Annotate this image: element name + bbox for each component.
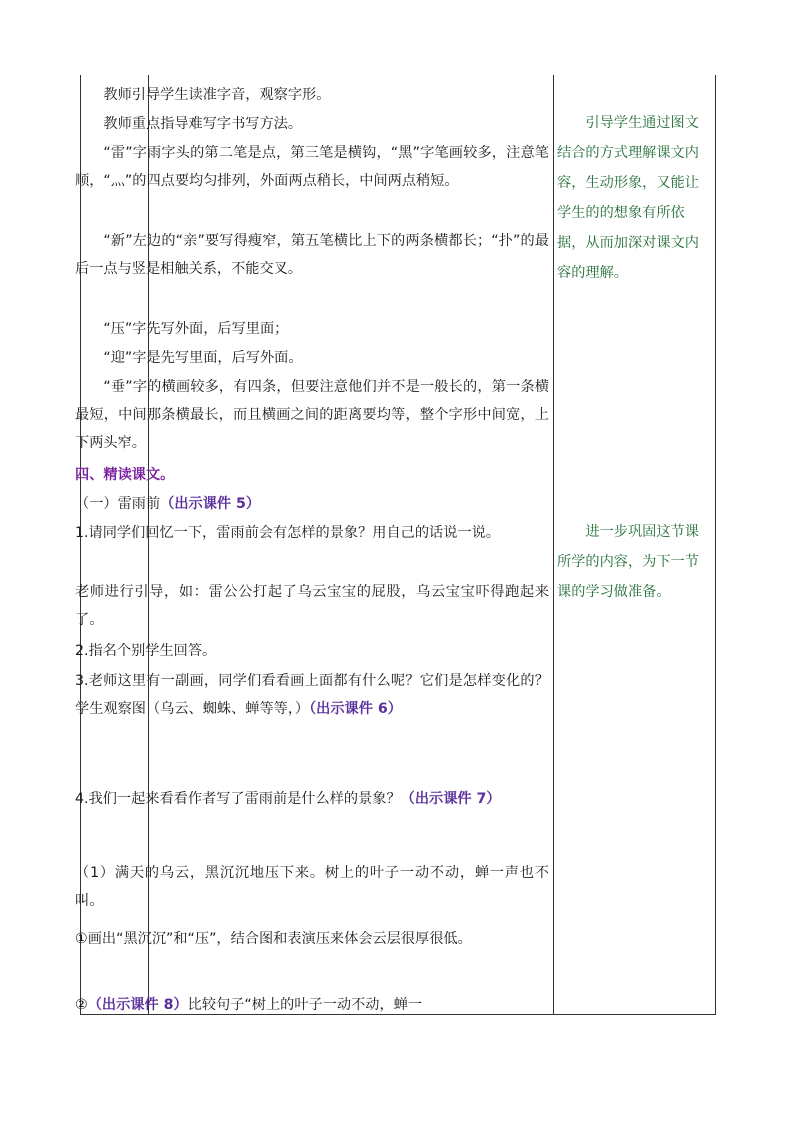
analysis-2-marker: ② — [75, 997, 88, 1013]
column-divider-right — [553, 75, 554, 1014]
analysis-1: ①画出“黑沉沉”和“压”，结合图和表演压来体会云层很厚很低。 — [75, 931, 472, 947]
question-3 — [75, 667, 549, 723]
text-chui: “垂”字的横画较多，有四条，但要注意他们并不是一般长的，第一条横最短，中间那条横最长，而且横画之间的距离要均等，整个字形中间宽，上下两头窄。 — [75, 379, 549, 451]
question-4-text: 4.我们一起来看看作者写了雷雨前是什么样的景象？ — [75, 791, 401, 807]
question-2: 2.指名个别学生回答。 — [75, 643, 217, 659]
question-1-guide: 老师进行引导，如：雷公公打起了乌云宝宝的屁股，乌云宝宝吓得跑起来了。 — [75, 584, 549, 628]
text-writing-guide: 教师重点指导难写字书写方法。 — [103, 116, 303, 132]
analysis-2 — [75, 991, 549, 1019]
subsection-title: （一）雷雨前 — [75, 496, 161, 512]
subsection-heading — [75, 490, 549, 518]
courseware-ref-5: （出示课件 5） — [160, 496, 261, 512]
section-heading-text: 四、精读课文。 — [75, 467, 175, 483]
note-consolidate: 进一步巩固这节课所学的内容，为下一节课的学习做准备。 — [557, 524, 699, 600]
question-1: 1.请同学们回忆一下，雷雨前会有怎样的景象？用自己的话说一说。 — [75, 525, 500, 541]
question-4 — [75, 785, 549, 813]
courseware-ref-6: （出示课件 6） — [309, 701, 402, 717]
courseware-ref-7: （出示课件 7） — [400, 791, 501, 807]
analysis-2-text: 比较句子“树上的叶子一动不动，蝉一 — [187, 997, 423, 1013]
question-3-text: 3.老师这里有一副画，同学们看看画上面都有什么呢？它们是怎样变化的？学生观察图（乌云、蜘蛛、蝉等等，） — [75, 673, 549, 717]
text-ya: “压”字先写外面，后写里面； — [103, 321, 289, 337]
sentence-1: （1）满天的乌云，黑沉沉地压下来。树上的叶子一动不动，蝉一声也不叫。 — [75, 865, 549, 909]
text-xin-pu: “新”左边的“亲”要写得瘦窄，第五笔横比上下的两条横都长；“扑”的最后一点与竖是相触关系，不能交叉。 — [75, 233, 549, 277]
text-lei-hei: “雷”字雨字头的第二笔是点，第三笔是横钩，“黑”字笔画较多，注意笔顺，“灬”的四点要均匀排列，外面两点稍长，中间两点稍短。 — [75, 145, 549, 189]
text-ying: “迎”字是先写里面，后写外面。 — [103, 350, 303, 366]
text-read-sound: 教师引导学生读准字音，观察字形。 — [103, 87, 331, 103]
note-image-text: 引导学生通过图文结合的方式理解课文内容，生动形象，又能让学生的的想象有所依据，从而加深对课文内容的理解。 — [557, 115, 699, 281]
courseware-ref-8: （出示课件 8） — [87, 997, 188, 1013]
section-heading — [75, 461, 549, 489]
